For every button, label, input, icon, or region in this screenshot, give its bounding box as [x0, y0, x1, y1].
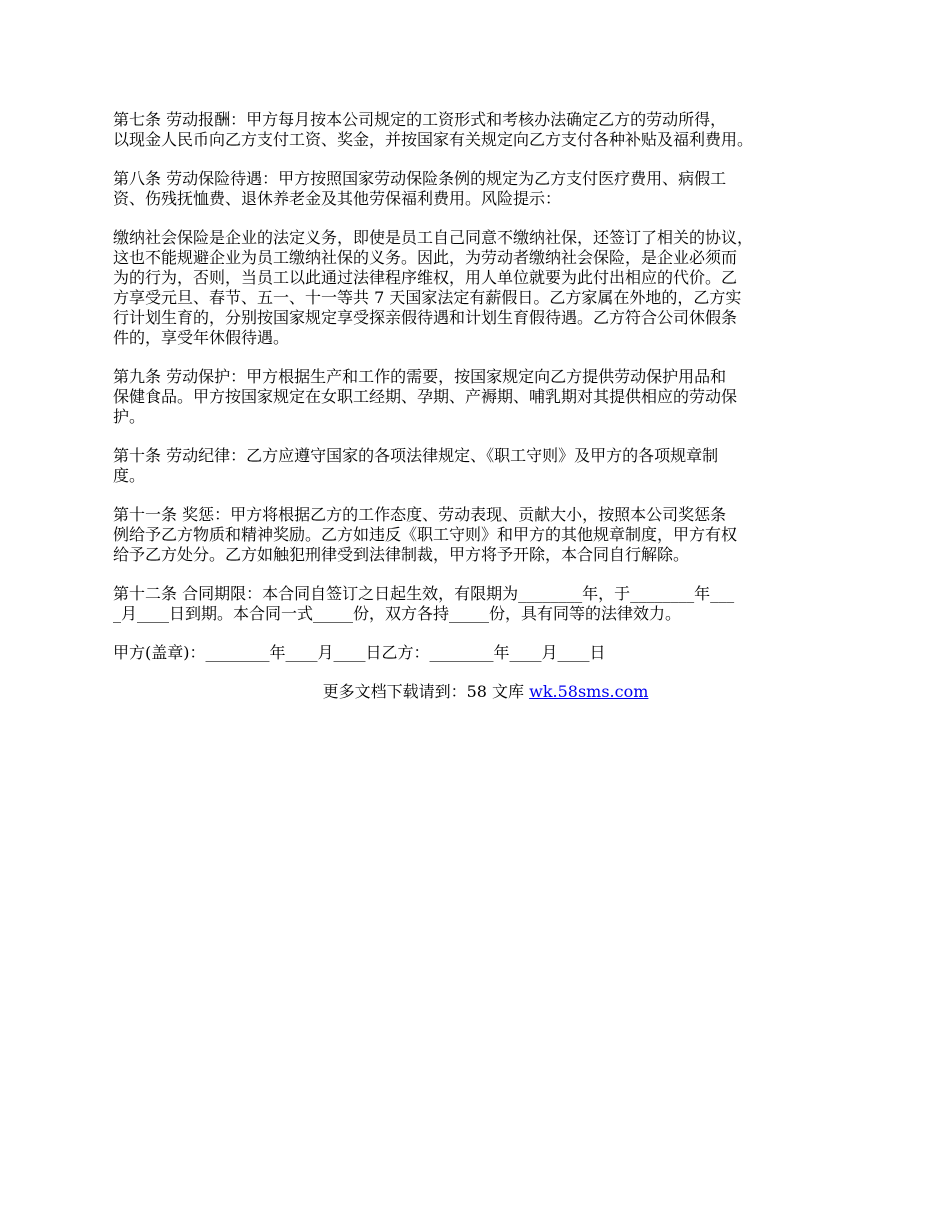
text-line: 为的行为，否则，当员工以此通过法律程序维权，用人单位就要为此付出相应的代价。乙 [113, 268, 738, 287]
download-footer [113, 682, 858, 702]
text-line: 方享受元旦、春节、五一、十一等共 7 天国家法定有薪假日。乙方家属在外地的，乙方实 [113, 288, 742, 307]
text-line: 缴纳社会保险是企业的法定义务，即使是员工自己同意不缴纳社保，还签订了相关的协议， [113, 228, 754, 247]
text-line: 第九条 劳动保护：甲方根据生产和工作的需要，按国家规定向乙方提供劳动保护用品和 [113, 367, 727, 386]
text-line: 这也不能规避企业为员工缴纳社保的义务。因此，为劳动者缴纳社会保险，是企业必须而 [113, 248, 738, 267]
text-line: 甲方(盖章)：________年____月____日乙方：________年____月____日 [113, 643, 606, 662]
footer-link[interactable]: wk.58sms.com [529, 682, 649, 701]
text-line: 资、伤残抚恤费、退休养老金及其他劳保福利费用。风险提示： [113, 189, 562, 208]
text-line: _月____日到期。本合同一式_____份，双方各持_____份，具有同等的法律效力。 [113, 604, 682, 623]
footer-text: 更多文档下载请到：58 文库 [322, 682, 530, 701]
text-line: 第十一条 奖惩：甲方将根据乙方的工作态度、劳动表现、贡献大小，按照本公司奖惩条 [113, 505, 727, 524]
document-page [113, 110, 858, 702]
document-body [113, 110, 858, 663]
text-line: 给予乙方处分。乙方如触犯刑律受到法律制裁，甲方将予开除，本合同自行解除。 [113, 545, 690, 564]
paragraph-signature [113, 643, 858, 663]
paragraph-article-11 [113, 505, 858, 565]
text-line: 以现金人民币向乙方支付工资、奖金，并按国家有关规定向乙方支付各种补贴及福利费用。 [113, 130, 754, 149]
text-line: 第十二条 合同期限：本合同自签订之日起生效，有限期为________年，于________年___ [113, 584, 735, 603]
text-line: 护。 [113, 407, 146, 426]
paragraph-article-12 [113, 584, 858, 624]
paragraph-article-9 [113, 367, 858, 427]
text-line: 行计划生育的，分别按国家规定享受探亲假待遇和计划生育假待遇。乙方符合公司休假条 [113, 308, 738, 327]
text-line: 件的，享受年休假待遇。 [113, 328, 290, 347]
paragraph-article-10 [113, 446, 858, 486]
paragraph-article-7 [113, 110, 858, 150]
text-line: 保健食品。甲方按国家规定在女职工经期、孕期、产褥期、哺乳期对其提供相应的劳动保 [113, 387, 738, 406]
text-line: 第十条 劳动纪律：乙方应遵守国家的各项法律规定、《职工守则》及甲方的各项规章制 [113, 446, 719, 465]
text-line: 第七条 劳动报酬：甲方每月按本公司规定的工资形式和考核办法确定乙方的劳动所得， [113, 110, 727, 129]
text-line: 例给予乙方物质和精神奖励。乙方如违反《职工守则》和甲方的其他规章制度，甲方有权 [113, 525, 738, 544]
text-line: 度。 [113, 466, 146, 485]
paragraph-risk-note [113, 228, 858, 348]
text-line: 第八条 劳动保险待遇：甲方按照国家劳动保险条例的规定为乙方支付医疗费用、病假工 [113, 169, 727, 188]
paragraph-article-8 [113, 169, 858, 209]
